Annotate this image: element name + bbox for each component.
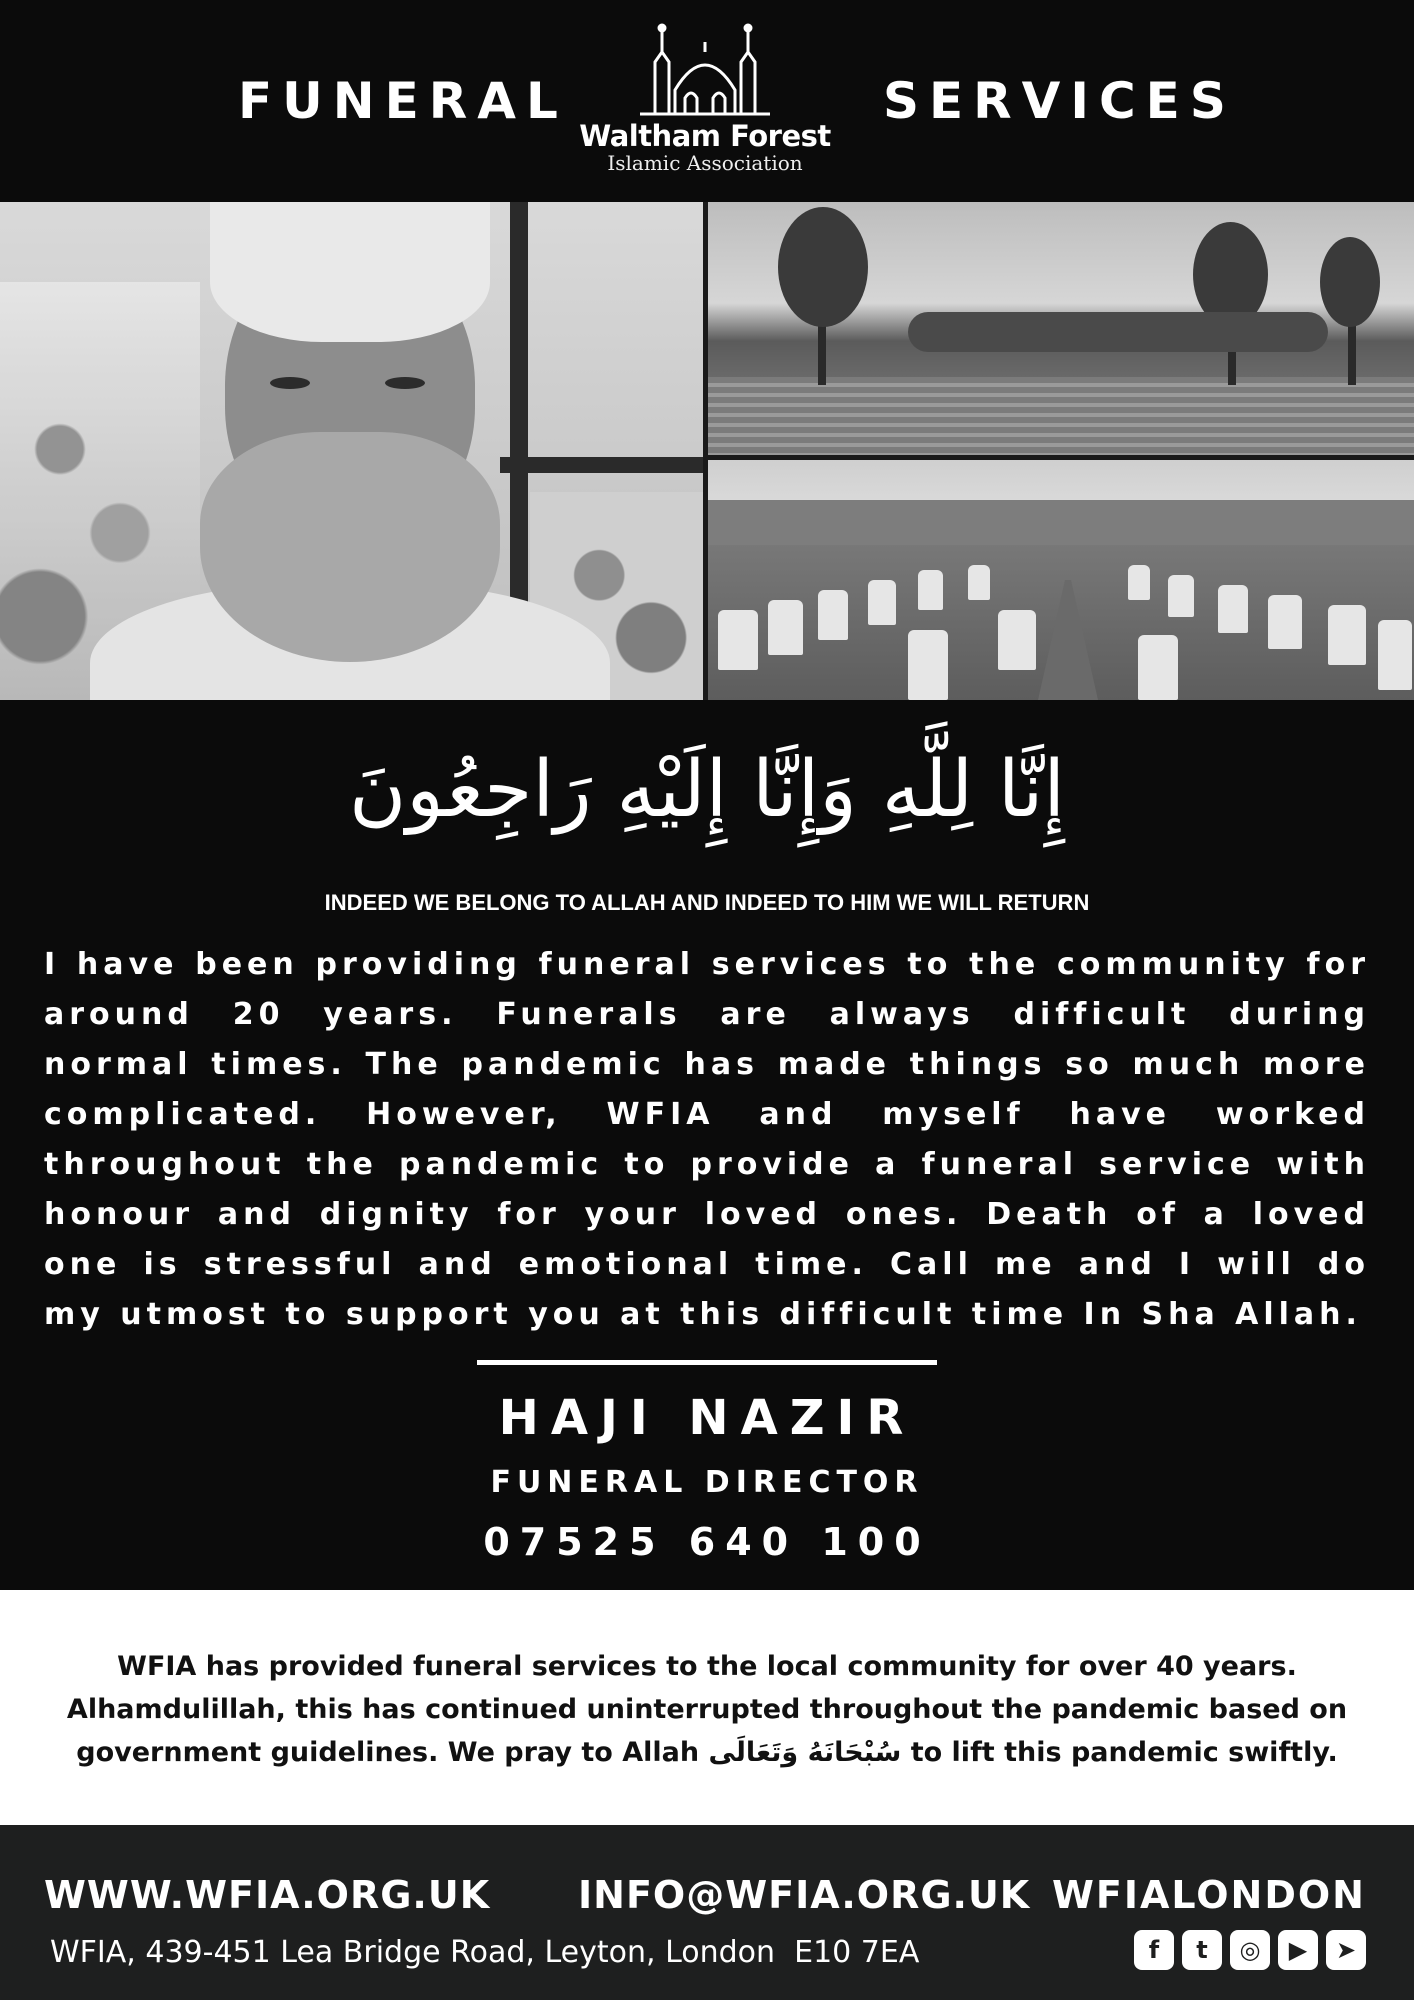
social-icons xyxy=(1134,1930,1366,1970)
facebook-icon[interactable]: f xyxy=(1134,1930,1174,1970)
mosque-icon xyxy=(630,22,780,118)
info-line-1: WFIA has provided funeral services to the local community for over 40 years. xyxy=(117,1651,1297,1682)
info-line-3: government guidelines. We pray to Allah سُبْحَانَهُ وَتَعَالَى to lift this pandemic swiftly. xyxy=(76,1737,1338,1768)
header xyxy=(0,0,1414,202)
director-role: FUNERAL DIRECTOR xyxy=(490,1465,924,1500)
director-name: HAJI NAZIR xyxy=(498,1390,916,1446)
logo-subtitle: Islamic Association xyxy=(607,151,803,175)
divider xyxy=(477,1360,937,1365)
address: WFIA, 439-451 Lea Bridge Road, Leyton, London E10 7EA xyxy=(50,1935,920,1970)
cemetery-trees-photo xyxy=(708,202,1414,455)
arabic-verse: إِنَّا لِلَّهِ وَإِنَّا إِلَيْهِ رَاجِعُونَ xyxy=(348,745,1066,835)
header-word-services: SERVICES xyxy=(883,72,1236,130)
director-message: I have been providing funeral services to the community for around 20 years. Funerals are always difficult during normal times. The pandemic has made things so much more complicated. However, WFIA and myself have worked throughout the pandemic to provide a funeral service with honour and dignity for your loved ones. Death of a loved one is stressful and emotional time. Call me and I will do my utmost to support you at this difficult time In Sha Allah. xyxy=(44,947,1370,1332)
phone-number[interactable]: 07525 640 100 xyxy=(483,1520,931,1564)
instagram-icon[interactable]: ◎ xyxy=(1230,1930,1270,1970)
portrait-photo xyxy=(0,202,703,700)
telegram-icon[interactable]: ➤ xyxy=(1326,1930,1366,1970)
info-text xyxy=(40,1645,1374,1774)
logo-name: Waltham Forest xyxy=(579,119,831,153)
twitter-icon[interactable]: t xyxy=(1182,1930,1222,1970)
youtube-icon[interactable]: ▶ xyxy=(1278,1930,1318,1970)
email-link[interactable]: INFO@WFIA.ORG.UK xyxy=(578,1873,1031,1917)
photo-collage xyxy=(0,202,1414,700)
wfia-logo xyxy=(560,22,850,182)
social-handle[interactable]: WFIALONDON xyxy=(1051,1873,1366,1917)
header-word-funeral: FUNERAL xyxy=(238,72,568,130)
footer xyxy=(0,1825,1414,2000)
info-line-2: Alhamdulillah, this has continued uninterrupted throughout the pandemic based on xyxy=(66,1694,1348,1725)
info-band xyxy=(0,1590,1414,1825)
cemetery-headstones-photo xyxy=(708,460,1414,700)
website-link[interactable]: WWW.WFIA.ORG.UK xyxy=(44,1873,491,1917)
verse-translation: INDEED WE BELONG TO ALLAH AND INDEED TO HIM WE WILL RETURN xyxy=(324,890,1090,915)
